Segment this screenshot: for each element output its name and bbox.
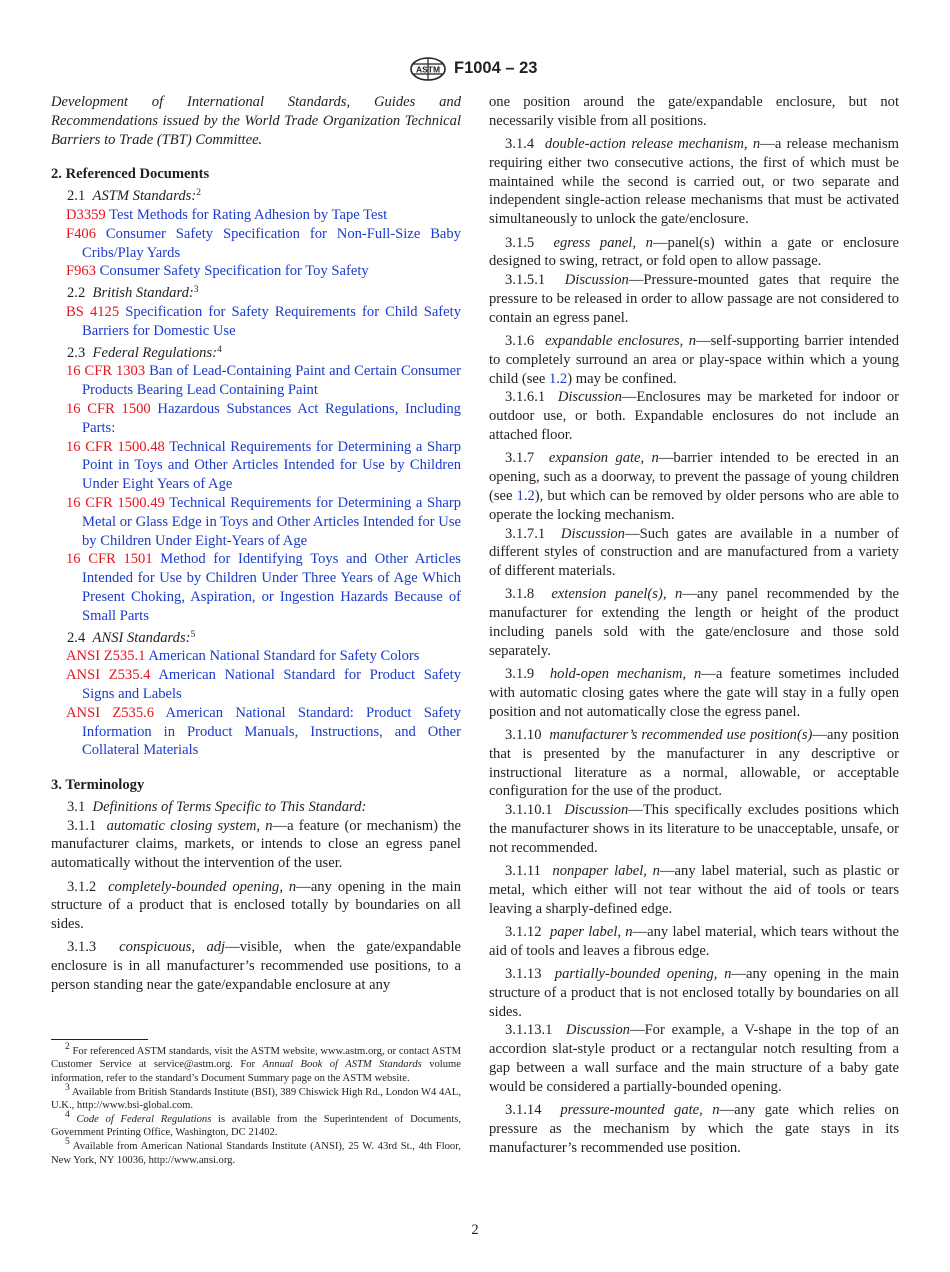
reference-item[interactable] [51, 303, 461, 341]
definition-paragraph: 3.1.10 manufacturer’s recommended use position(s)—any position that is presented by the manufacturer in any descriptive or instructional literature as a normal, allowable, or acceptable configuration for the use of the product. [489, 727, 900, 800]
subsection-2-3: 2.3 Federal Regulations:$^4$ [67, 344, 222, 361]
reference-item[interactable] [51, 206, 461, 225]
reference-code-link[interactable]: 16 CFR 1500.49 [66, 494, 165, 511]
reference-code-link[interactable]: BS 4125 [66, 303, 120, 320]
reference-code-link[interactable]: 16 CFR 1303 [66, 363, 146, 380]
reference-title-link[interactable]: Hazardous Substances Act Regulations, Including Parts: [82, 400, 461, 436]
footnote-3: $^3$ Available from British Standards Institute (BSI), 389 Chiswick High Rd., London W4 4AL, U.K., http://www.bsi-global.com. [51, 1082, 462, 1112]
astm-logo-icon [408, 56, 448, 82]
reference-code-link[interactable]: ANSI Z535.6 [66, 704, 155, 721]
definition-paragraph: 3.1.6 expandable enclosures, n—self-supporting barrier intended to completely surround an area or play-space within which a young child (see 1.2) may be confined. [489, 333, 899, 387]
footnote-2: $^2$ For referenced ASTM standards, visit the ASTM website, www.astm.org, or contact ASTM Customer Service at service@astm.org. For Annual Book of ASTM Standards volume information, refer to the standard’s Document Summary page on the ASTM website. [51, 1042, 462, 1084]
definition-paragraph: 3.1.5 egress panel, n—panel(s) within a gate or enclosure designed to swing, retract, or fold open to allow passage. [489, 234, 899, 270]
footnote-divider [51, 1039, 148, 1040]
reference-item[interactable] [51, 438, 461, 494]
reference-code-link[interactable]: ANSI Z535.4 [66, 667, 151, 684]
definition-paragraph: 3.1.12 paper label, n—any label material, which tears without the aid of tools and leaves a fibrous edge. [489, 923, 900, 959]
reference-title-link[interactable]: Consumer Safety Specification for Non-Full-Size Baby Cribs/Play Yards [82, 225, 461, 261]
definition-paragraph: 3.1.11 nonpaper label, n—any label material, such as plastic or metal, which either will not tear without the aid of tools or tears leaving a sharply-defined edge. [489, 863, 899, 917]
discussion-paragraph: 3.1.5.1 Discussion—Pressure-mounted gates that require the pressure to be released in order to allow passage are not considered to contain an egress panel. [489, 272, 900, 326]
section-xref-link[interactable]: 1.2 [548, 370, 568, 387]
reference-item[interactable] [51, 494, 461, 550]
reference-item[interactable] [51, 666, 461, 704]
definition-paragraph: 3.1.2 completely-bounded opening, n—any opening in the main structure of a product that is enclosed totally by boundaries on all sides. [51, 878, 461, 933]
reference-title-link[interactable]: Ban of Lead-Containing Paint and Certain Consumer Products Bearing Lead Containing Paint [82, 363, 461, 399]
definition-paragraph: 3.1.3 conspicuous, adj—visible, when the gate/expandable enclosure is in all manufacturer’s recommended use positions, to a person standing near the gate/expandable enclosure at any [51, 939, 461, 994]
subsection-2-2: 2.2 British Standard:$^3$ [67, 285, 199, 302]
reference-code-link[interactable]: 16 CFR 1501 [66, 551, 153, 568]
reference-item[interactable] [51, 362, 461, 400]
reference-title-link[interactable]: American National Standard: Product Safety Information in Product Manuals, Instructions, and Other Collateral Materials [82, 704, 461, 759]
right-column [489, 93, 899, 1158]
reference-code-link[interactable]: F963 [66, 263, 97, 280]
definition-paragraph: 3.1.9 hold-open mechanism, n—a feature sometimes included with automatic closing gates where the gate will stay in a fully open position and not automatically close the egress panel. [489, 666, 900, 720]
reference-title-link[interactable]: Technical Requirements for Determining a Sharp Metal or Glass Edge in Toys and Other Articles Intended for Use by Children Under Eight-Years of Age [82, 494, 462, 549]
section-xref-link[interactable]: 1.2 [516, 487, 535, 504]
reference-item[interactable] [51, 262, 461, 281]
discussion-paragraph: 3.1.10.1 Discussion—This specifically excludes positions which the manufacturer shows in its literature to be unacceptable, unsafe, or not recommended. [489, 802, 900, 856]
intro-paragraph: Development of International Standards, Guides and Recommendations issued by the World Trade Organization Technical Barriers to Trade (TBT) Committee. [51, 94, 461, 148]
reference-code-link[interactable]: 16 CFR 1500 [66, 400, 151, 417]
reference-item[interactable] [51, 400, 461, 438]
reference-title-link[interactable]: Test Methods for Rating Adhesion by Tape Test [109, 206, 388, 223]
reference-item[interactable] [51, 225, 461, 263]
reference-title-link[interactable]: American National Standard for Product Safety Signs and Labels [82, 667, 461, 702]
reference-title-link[interactable]: Technical Requirements for Determining a Sharp Point in Toys and Other Articles Intended for Use by Children Under Eight Years of Age [82, 438, 462, 493]
reference-item[interactable] [51, 647, 461, 666]
page-number: 2 [471, 1222, 479, 1238]
continued-paragraph: one position around the gate/expandable enclosure, but not necessarily visible from all positions. [489, 94, 899, 129]
footnote-5: $^5$ Available from American National Standards Institute (ANSI), 25 W. 43rd St., 4th Floor, New York, NY 10036, http://www.ansi.org. [51, 1137, 461, 1166]
reference-code-link[interactable]: F406 [66, 225, 97, 242]
reference-item[interactable] [51, 704, 461, 760]
reference-title-link[interactable]: Consumer Safety Specification for Toy Safety [99, 263, 369, 280]
svg-text:ASTM: ASTM [415, 64, 441, 75]
reference-title-link[interactable]: Method for Identifying Toys and Other Articles Intended for Use by Children Under Three Years of Age Which Present Choking, Aspiration, or Ingestion Hazards Because of Small Parts [82, 551, 461, 624]
reference-title-link[interactable]: Specification for Safety Requirements for Child Safety Barriers for Domestic Use [82, 303, 461, 339]
definition-paragraph: 3.1.7 expansion gate, n—barrier intended to be erected in an opening, such as a doorway, to prevent the passage of young children (see 1.2), but which can be removed by older persons who are able to operate the locking mechanism. [489, 450, 900, 523]
section-2-heading: 2. Referenced Documents [51, 166, 210, 183]
document-id: F1004 – 23 [454, 59, 538, 77]
reference-item[interactable] [51, 550, 461, 625]
subsection-2-4: 2.4 ANSI Standards:$^5$ [67, 629, 196, 646]
reference-code-link[interactable]: ANSI Z535.1 [66, 648, 146, 665]
footnotes [51, 1042, 462, 1168]
reference-title-link[interactable]: American National Standard for Safety Colors [148, 648, 420, 665]
definition-paragraph: 3.1.8 extension panel(s), n—any panel recommended by the manufacturer for extending the length or height of the product including panels sold with the gate/enclosure and those sold separately. [489, 586, 899, 659]
definition-paragraph: 3.1.14 pressure-mounted gate, n—any gate which relies on pressure as the mechanism by which the gate stays in its manufacturer’s recommended use position. [489, 1102, 899, 1156]
reference-code-link[interactable]: 16 CFR 1500.48 [66, 438, 165, 455]
definition-paragraph: 3.1.4 double-action release mechanism, n—a release mechanism requiring either two consecutive actions, the first of which must be maintained while the second is carried out, or two separate and independent single-action release mechanisms that must be activated simultaneously to unlock the gate/enclosure. [489, 136, 899, 228]
left-column [51, 93, 461, 995]
definition-paragraph: 3.1.1 automatic closing system, n—a feature (or mechanism) the manufacturer claims, markets, or intends to close an egress panel automatically without the intervention of the user. [51, 817, 461, 872]
discussion-paragraph: 3.1.7.1 Discussion—Such gates are available in a number of different styles of construction and are manufactured from a variety of different materials. [489, 525, 900, 580]
section-3-heading: 3. Terminology [51, 777, 145, 794]
reference-code-link[interactable]: D3359 [66, 206, 106, 223]
discussion-paragraph: 3.1.13.1 Discussion—For example, a V-shape in the top of an accordion slat-style product or a rectangular notch resulting from a gap between a wall surface and the main structure of a baby gate would be considered a partially-bounded opening. [489, 1022, 900, 1095]
subsection-3-1: 3.1 Definitions of Terms Specific to This Standard: [67, 798, 367, 815]
definition-paragraph: 3.1.13 partially-bounded opening, n—any opening in the main structure of a product that is not enclosed totally by boundaries on all sides. [489, 966, 899, 1020]
footnote-4: $^4$ Code of Federal Regulations is available from the Superintendent of Documents, Government Printing Office, Washington, DC 21402. [51, 1110, 461, 1139]
subsection-2-1: 2.1 ASTM Standards:$^2$ [67, 188, 201, 205]
page-header [0, 56, 950, 82]
discussion-paragraph: 3.1.6.1 Discussion—Enclosures may be marketed for indoor or outdoor use, or both. Expandable enclosures do not include an attached floor. [489, 389, 899, 444]
